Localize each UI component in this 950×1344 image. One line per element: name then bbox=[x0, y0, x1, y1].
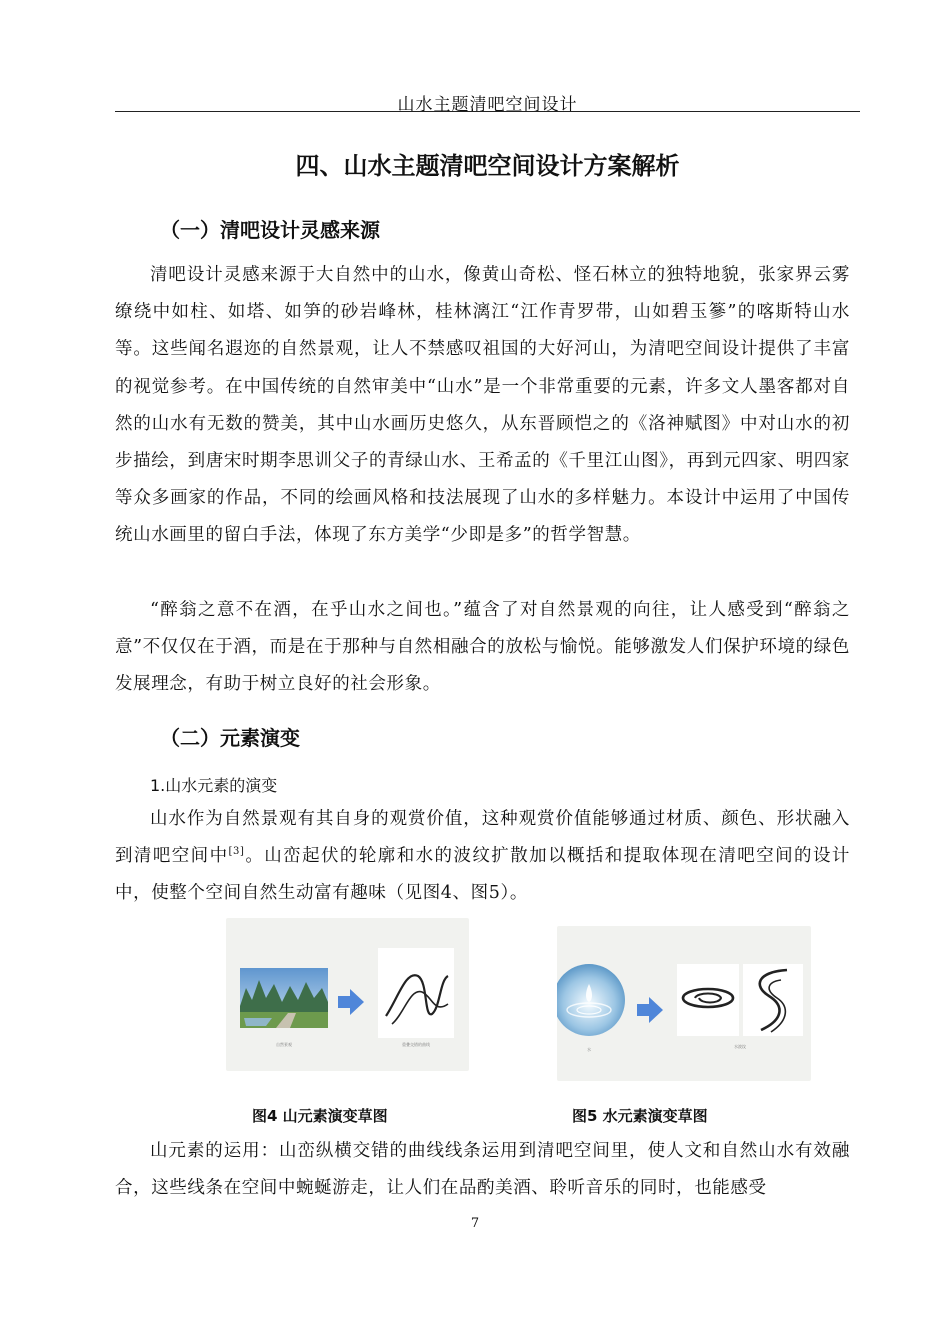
figure-4-label-right: 重叠交错的曲线 bbox=[402, 1042, 430, 1047]
figure-4-mountain bbox=[226, 918, 469, 1071]
figure-4-caption: 图4 山元素演变草图 bbox=[252, 1107, 388, 1125]
figure-4-label-left: 自然景观 bbox=[276, 1042, 292, 1047]
figure-5-drawing bbox=[557, 926, 811, 1081]
paragraph-mountain-usage: 山元素的运用：山峦纵横交错的曲线线条运用到清吧空间里，使人文和自然山水有效融合，这些线条在空间中蜿蜒游走，让人们在品酌美酒、聆听音乐的同时，也能感受 bbox=[115, 1141, 850, 1199]
paragraph-landscape-evolution bbox=[115, 801, 850, 913]
arrow-icon bbox=[338, 989, 364, 1015]
ripple-sketch-left bbox=[677, 964, 739, 1036]
running-header: 山水主题清吧空间设计 bbox=[397, 95, 578, 115]
figure-5-caption: 图5 水元素演变草图 bbox=[572, 1107, 708, 1125]
chapter-title: 四、山水主题清吧空间设计方案解析 bbox=[295, 152, 680, 180]
water-drop-photo bbox=[557, 964, 625, 1036]
paragraph-text-cont: 。山峦起伏的轮廓和水的波纹扩散加以概括和提取体现在清吧空间的设计中，使整个空间自然生动富有趣味（见图4、图5）。 bbox=[115, 846, 850, 904]
paragraph-text: 山水作为自然景观有其自身的观赏价值，这种观赏价值能够通过材质、颜色、形状融入到清吧空间中 bbox=[115, 809, 850, 867]
section-title-evolution: （二）元素演变 bbox=[160, 726, 300, 750]
subsection-title-landscape: 1.山水元素的演变 bbox=[150, 776, 278, 795]
figure-5-label-left: 水 bbox=[587, 1047, 591, 1052]
curve-sketch bbox=[378, 948, 454, 1038]
arrow-icon bbox=[637, 997, 663, 1023]
figure-5-water bbox=[557, 926, 811, 1081]
paragraph-inspiration: 清吧设计灵感来源于大自然中的山水，像黄山奇松、怪石林立的独特地貌，张家界云雾缭绕中如柱、如塔、如笋的砂岩峰林，桂林漓江“江作青罗带，山如碧玉篸”的喀斯特山水等。这些闻名遐迩的自然景观，让人不禁感叹祖国的大好河山，为清吧空间设计提供了丰富的视觉参考。在中国传统的自然审美中“山水”是一个非常重要的元素，许多文人墨客都对自然的山水有无数的赞美，其中山水画历史悠久，从东晋顾恺之的《洛神赋图》中对山水的初步描绘，到唐宋时期李思训父子的青绿山水、王希孟的《千里江山图》，再到元四家、明四家等众多画家的作品，不同的绘画风格和技法展现了山水的多样魅力。本设计中运用了中国传统山水画里的留白手法，体现了东方美学“少即是多”的哲学智慧。 bbox=[115, 265, 850, 546]
ripple-sketch-right bbox=[743, 964, 803, 1036]
header-divider bbox=[115, 111, 860, 112]
page-number: 7 bbox=[470, 1216, 480, 1231]
figure-4-drawing bbox=[226, 918, 469, 1071]
section-title-inspiration: （一）清吧设计灵感来源 bbox=[160, 218, 380, 242]
paragraph-drunk-old-man: “醉翁之意不在酒，在乎山水之间也。”蕴含了对自然景观的向往，让人感受到“醉翁之意”不仅仅在于酒，而是在于那种与自然相融合的放松与愉悦。能够激发人们保护环境的绿色发展理念，有助于树立良好的社会形象。 bbox=[115, 600, 850, 695]
landscape-photo bbox=[240, 968, 328, 1028]
citation-mark: [3] bbox=[228, 846, 245, 858]
figure-5-label-right: 水波纹 bbox=[734, 1044, 746, 1049]
